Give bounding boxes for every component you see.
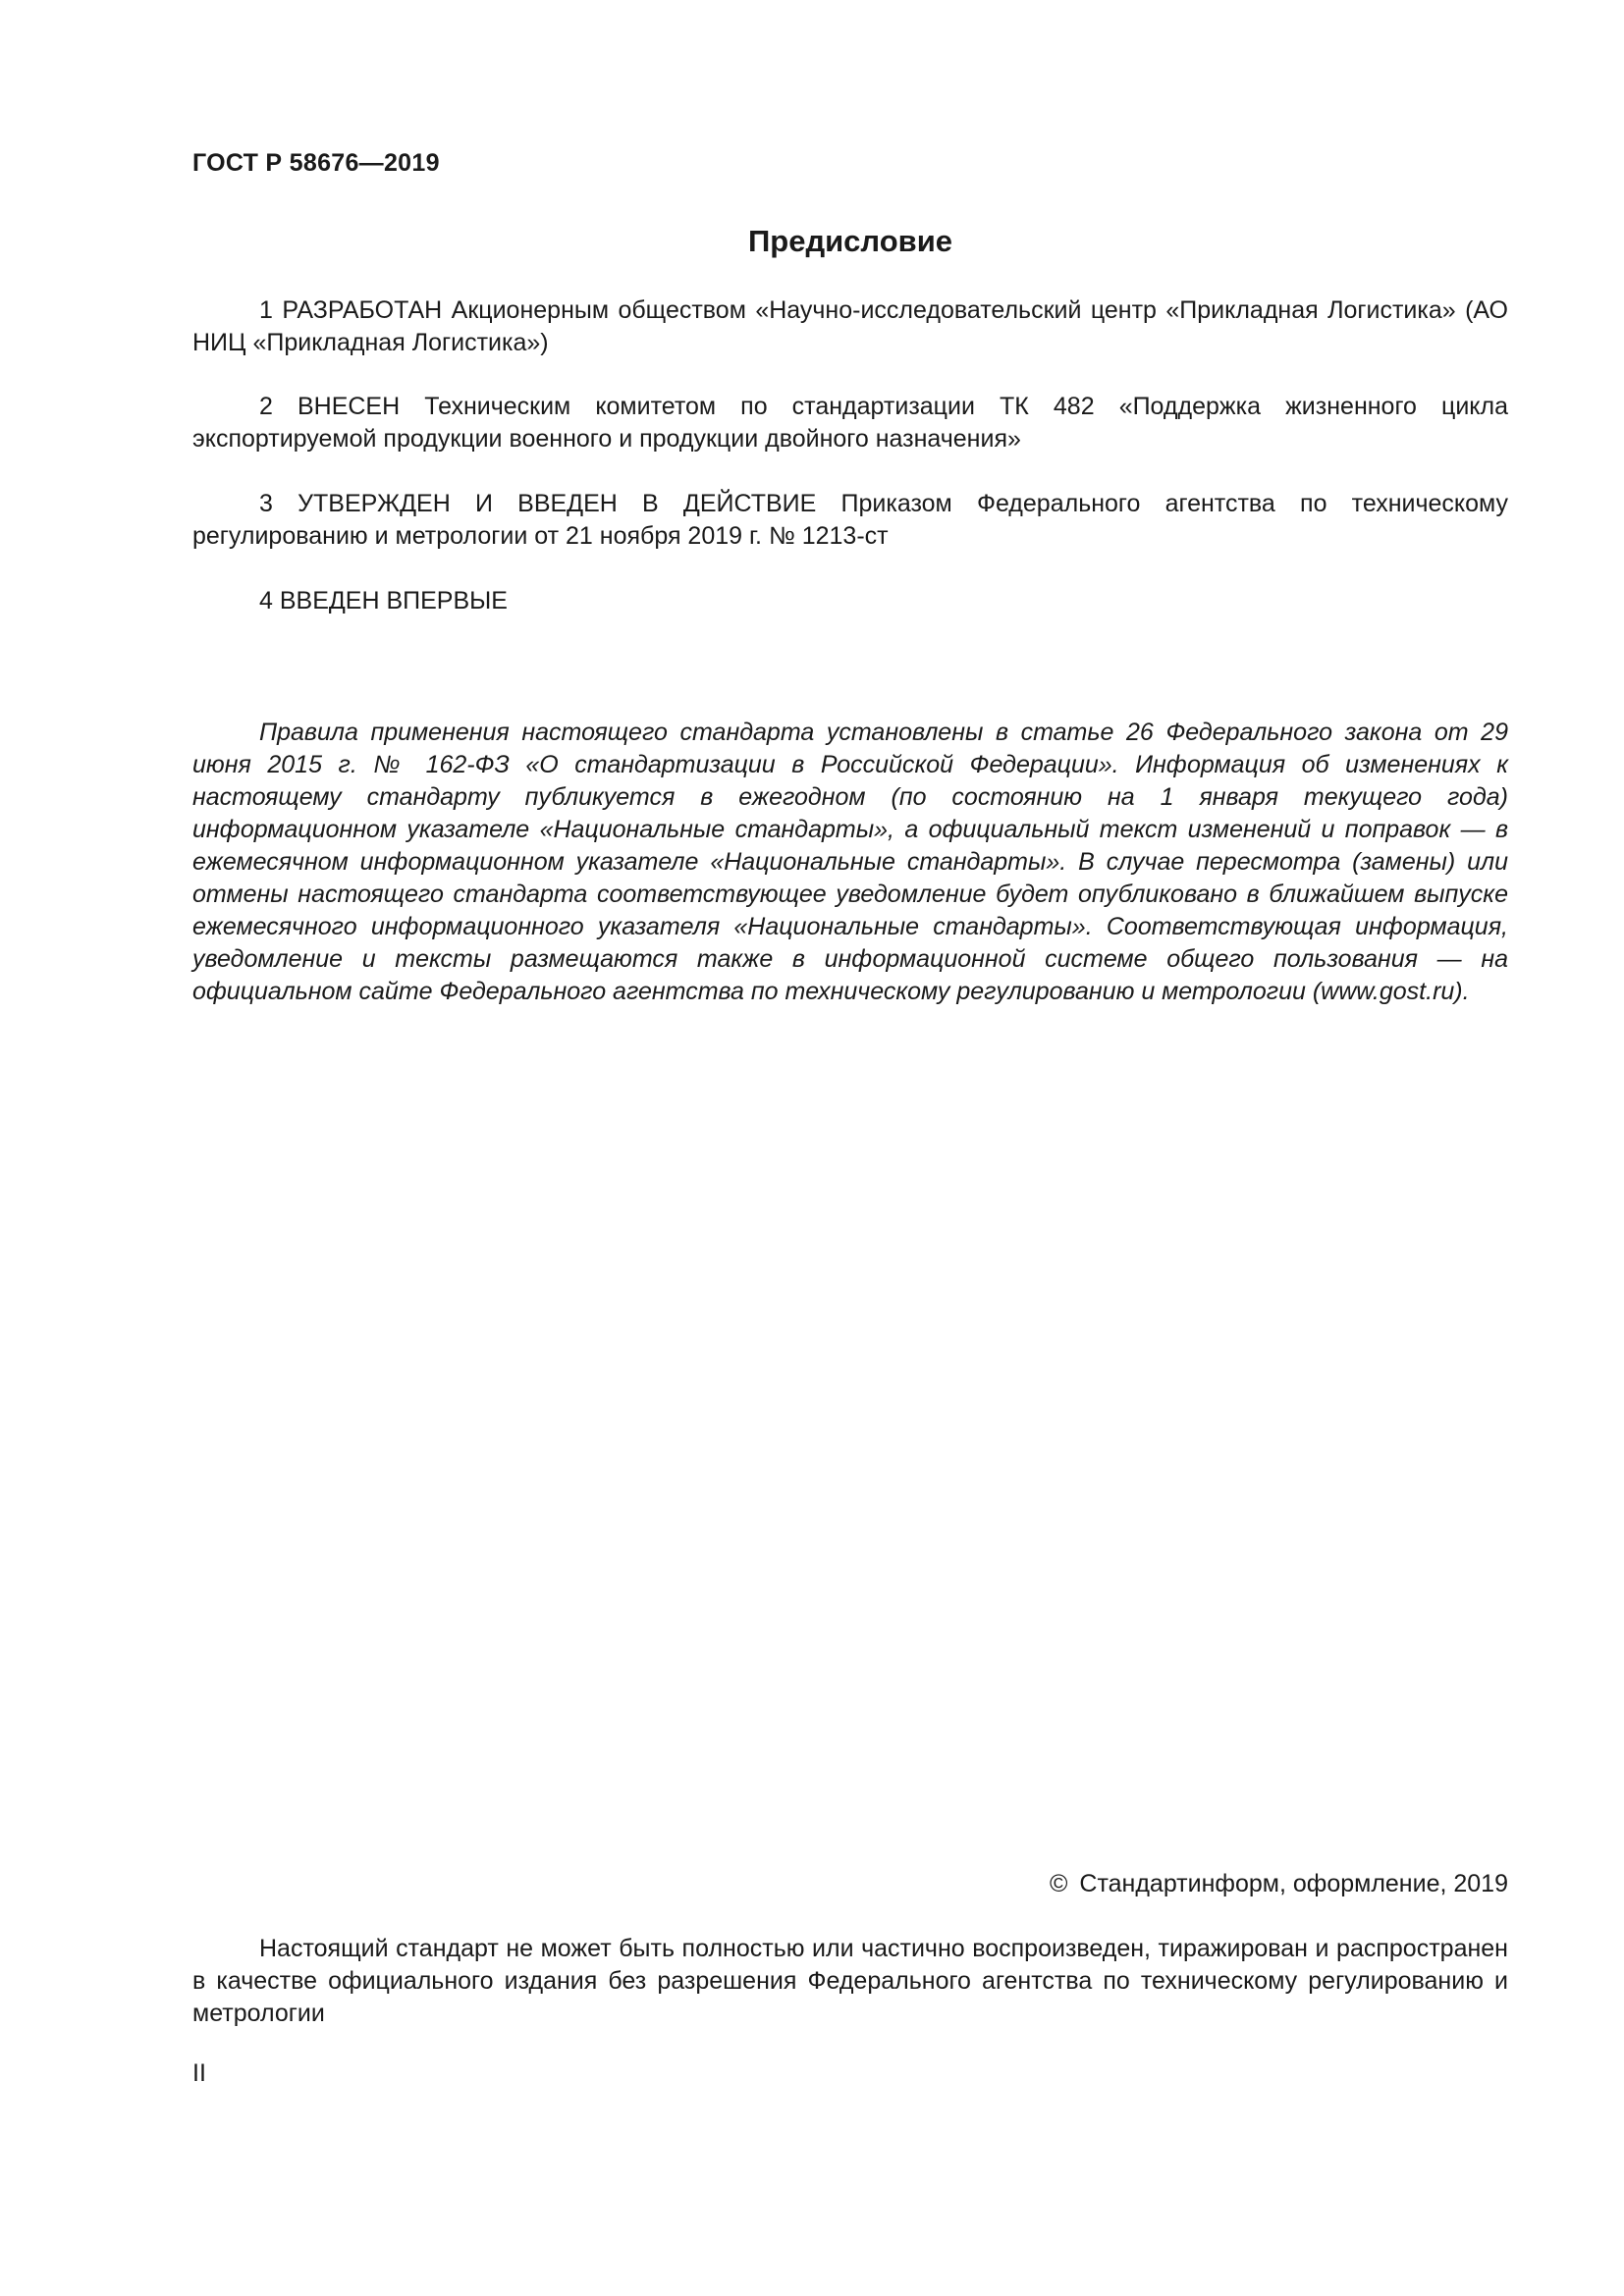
document-code: ГОСТ Р 58676—2019 [192,149,440,177]
foreword-item-3: 3 УТВЕРЖДЕН И ВВЕДЕН В ДЕЙСТВИЕ Приказом Федерального агентства по техническому регулированию и метрологии от 21 ноября 2019 г. № 1213-ст [192,490,1508,550]
section-title: Предисловие [747,224,952,258]
foreword-item-2: 2 ВНЕСЕН Техническим комитетом по стандартизации ТК 482 «Поддержка жизненного цикла экспортируемой продукции военного и продукции двойного назначения» [192,393,1508,453]
copyright-symbol: © [1049,1870,1068,1897]
foreword-item-4: 4 ВВЕДЕН ВПЕРВЫЕ [259,587,508,614]
rules-note: Правила применения настоящего стандарта установлены в статье 26 Федерального закона от 29 июня 2015 г. № 162-ФЗ «О стандартизации в Российской Федерации». Информация об изменениях к настоящему стандарту публикуется в ежегодном (по состоянию на 1 января текущего года) информационном указателе «Национальные стандарты», а официальный текст изменений и поправок — в ежемесячном информационном указателе «Национальные стандарты». В случае пересмотра (замены) или отмены настоящего стандарта соответствующее уведомление будет опубликовано в ближайшем выпуске ежемесячного информационного указателя «Национальные стандарты». Соответствующая информация, уведомление и тексты размещаются также в информационной системе общего пользования — на официальном сайте Федерального агентства по техническому регулированию и метрологии (www.gost.ru). [192,719,1508,1005]
page-number: II [192,2059,206,2087]
reproduction-notice: Настоящий стандарт не может быть полностью или частично воспроизведен, тиражирован и распространен в качестве официального издания без разрешения Федерального агентства по техническому регулированию и метрологии [192,1935,1508,2027]
copyright-line [192,1870,1508,1898]
copyright-text: Стандартинформ, оформление, 2019 [1079,1870,1508,1897]
foreword-item-1: 1 РАЗРАБОТАН Акционерным обществом «Научно-исследовательский центр «Прикладная Логистика» (АО НИЦ «Прикладная Логистика») [192,296,1508,356]
